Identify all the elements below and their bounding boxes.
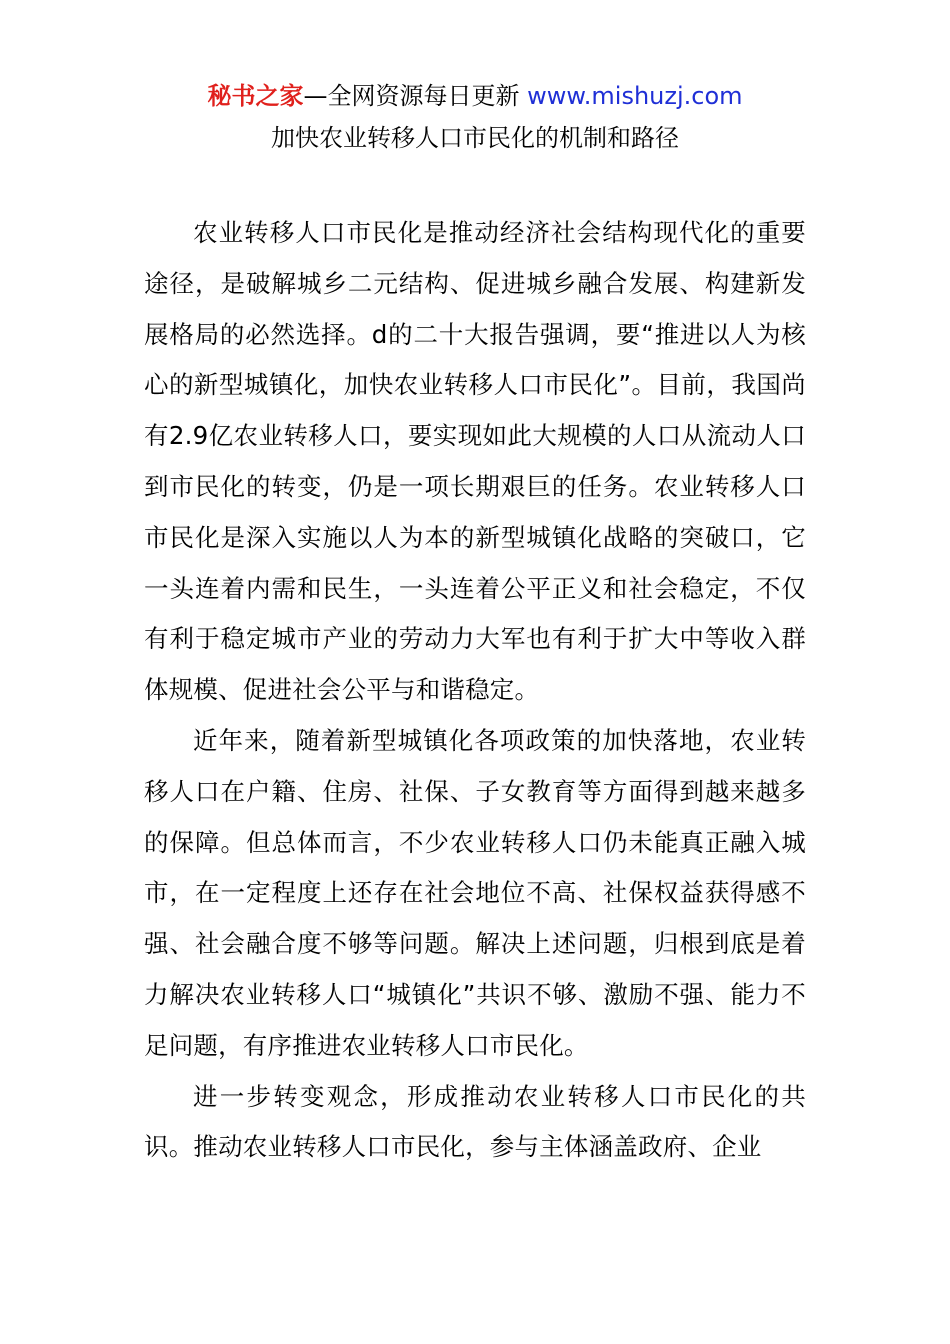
site-tagline: —全网资源每日更新 bbox=[303, 82, 520, 110]
paragraph-2: 近年来，随着新型城镇化各项政策的加快落地，农业转移人口在户籍、住房、社保、子女教育等方面得到越来越多的保障。但总体而言，不少农业转移人口仍未能真正融入城市，在一定程度上还存在社会地位不高、社保权益获得感不强、社会融合度不够等问题。解决上述问题，归根到底是着力解决农业转移人口“城镇化”共识不够、激励不强、能力不足问题，有序推进农业转移人口市民化。 bbox=[144, 725, 806, 1060]
paragraph-3: 进一步转变观念，形成推动农业转移人口市民化的共识。推动农业转移人口市民化，参与主体涵盖政府、企业 bbox=[144, 1081, 806, 1162]
document-body bbox=[144, 208, 806, 1173]
site-header bbox=[0, 78, 950, 114]
paragraph-1: 农业转移人口市民化是推动经济社会结构现代化的重要途径，是破解城乡二元结构、促进城乡融合发展、构建新发展格局的必然选择。d的二十大报告强调，要“推进以人为核心的新型城镇化，加快农业转移人口市民化”。目前，我国尚有2.9亿农业转移人口，要实现如此大规模的人口从流动人口到市民化的转变，仍是一项长期艰巨的任务。农业转移人口市民化是深入实施以人为本的新型城镇化战略的突破口，它一头连着内需和民生，一头连着公平正义和社会稳定，不仅有利于稳定城市产业的劳动力大军也有利于扩大中等收入群体规模、促进社会公平与和谐稳定。 bbox=[144, 218, 806, 705]
site-url-link[interactable]: www.mishuzj.com bbox=[527, 82, 743, 110]
document-title: 加快农业转移人口市民化的机制和路径 bbox=[271, 124, 679, 152]
brand-name: 秘书之家 bbox=[207, 82, 304, 110]
